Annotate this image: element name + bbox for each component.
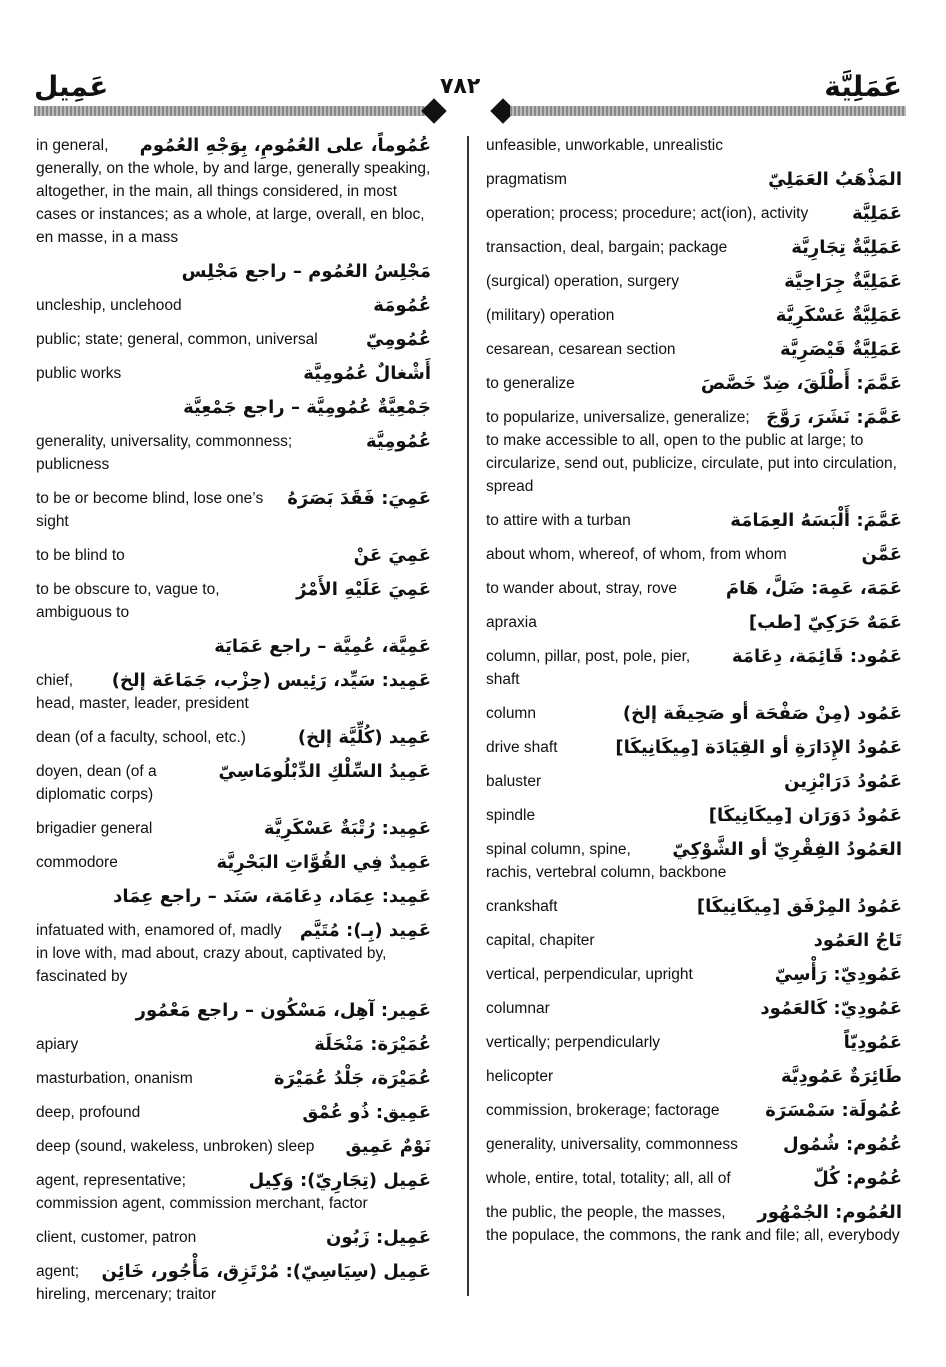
english-definition: unfeasible, unworkable, unrealistic (486, 137, 723, 154)
dictionary-entry (36, 1169, 431, 1215)
dictionary-entry (36, 669, 431, 715)
arabic-headword: عَمُودُ المِرْفَق [مِيكَانِيكَا] (696, 896, 902, 917)
dictionary-entry (36, 635, 431, 658)
dictionary-entry (486, 1201, 902, 1247)
english-definition: to attire with a turban (486, 512, 631, 529)
dictionary-entry (486, 645, 902, 691)
dictionary-entry (486, 338, 902, 361)
english-definition: helicopter (486, 1068, 554, 1085)
dictionary-entry (486, 1065, 902, 1088)
arabic-headword: طَائِرَةٌ عَمُودِيَّة (780, 1066, 902, 1087)
dictionary-entry (36, 1226, 431, 1249)
dictionary-entry (486, 611, 902, 634)
arabic-headword: عُمُومِيّ (365, 329, 431, 350)
arabic-headword: عُمُومَة (373, 295, 431, 316)
dictionary-entry (486, 702, 902, 725)
header-rule-right (510, 106, 906, 116)
dictionary-entry (486, 838, 902, 884)
english-definition: to popularize, universalize, generalize; to make accessible to all, open to the public at large; to circularize, send out, publicize, circulate, put into circulation, spread (486, 409, 897, 495)
english-definition: about whom, whereof, of whom, from whom (486, 546, 787, 563)
dictionary-entry (486, 509, 902, 532)
arabic-headword: عَمُود: قَائِمَة، دِعَامَة (731, 646, 902, 667)
dictionary-entry (486, 372, 902, 395)
english-definition: agent; hireling, mercenary; traitor (36, 1263, 217, 1303)
dictionary-entry (36, 999, 431, 1022)
dictionary-entry (486, 304, 902, 327)
dictionary-entry (486, 736, 902, 759)
arabic-headword: عَمَلِيَّةٌ جِرَاحِيَّة (784, 271, 902, 292)
dictionary-entry (486, 202, 902, 225)
header-rule-left (34, 106, 430, 116)
arabic-headword: عُمُومِيَّة (365, 431, 431, 452)
arabic-headword: عُمَيْرَة، جَلْدُ عُمَيْرَة (273, 1068, 431, 1089)
dictionary-entry (36, 760, 431, 806)
english-definition: uncleship, unclehood (36, 297, 182, 314)
dictionary-entry (36, 396, 431, 419)
dictionary-entry (486, 963, 902, 986)
arabic-headword: عَمُودِيّاً (843, 1032, 902, 1053)
arabic-headword: عَمِيد (بِـ): مُتَيَّم (299, 920, 431, 941)
arabic-headword: عَمِيق: ذُو عُمْق (302, 1102, 431, 1123)
english-definition: infatuated with, enamored of, madly in love with, mad about, crazy about, captivated by, fascinated by (36, 922, 387, 985)
english-definition: generality, universality, commonness; publicness (36, 433, 293, 473)
english-definition: to be or become blind, lose one’s sight (36, 490, 264, 530)
arabic-headword: عَمَلِيَّة (852, 203, 902, 224)
english-definition: public; state; general, common, universal (36, 331, 318, 348)
dictionary-entry (36, 1033, 431, 1056)
arabic-headword: عُمُوم: شُمُول (783, 1134, 902, 1155)
english-definition: to generalize (486, 375, 575, 392)
dictionary-entry (36, 1260, 431, 1306)
english-definition: commission, brokerage; factorage (486, 1102, 720, 1119)
arabic-headword: عَمَهٌ حَرَكِيّ [طب] (748, 612, 902, 633)
english-definition: column (486, 705, 536, 722)
arabic-headword: عَمُودُ دَرَابْزِين (784, 771, 902, 792)
english-definition: agent, representative; commission agent, commission merchant, factor (36, 1172, 368, 1212)
english-definition: commodore (36, 854, 118, 871)
arabic-headword: عَمِيَّة، عُمِيَّة – راجع عَمَايَة (214, 636, 431, 657)
arabic-headword: عَمِيد: رُتْبَةٌ عَسْكَرِيَّة (263, 818, 431, 839)
english-definition: capital, chapiter (486, 932, 595, 949)
english-definition: operation; process; procedure; act(ion), activity (486, 205, 809, 222)
arabic-headword: عَمِيل (سِيَاسِيّ): مُرْتَزِق، مَأْجُور، خَائِن (101, 1261, 431, 1282)
english-definition: baluster (486, 773, 542, 790)
arabic-headword: تَاجُ العَمُود (813, 930, 902, 951)
english-definition: pragmatism (486, 171, 567, 188)
dictionary-entry (36, 919, 431, 988)
dictionary-entry (486, 1031, 902, 1054)
arabic-headword: عُمَيْرَة: مَنْحَلَة (314, 1034, 431, 1055)
arabic-headword: عَمَّن (861, 544, 902, 565)
dictionary-entry (486, 270, 902, 293)
english-definition: public works (36, 365, 122, 382)
dictionary-entry (36, 328, 431, 351)
arabic-headword: عَمَّمَ: نَشَرَ، رَوَّجَ (766, 407, 902, 428)
english-definition: apiary (36, 1036, 79, 1053)
dictionary-entry (36, 578, 431, 624)
english-definition: deep, profound (36, 1104, 141, 1121)
right-column (486, 134, 902, 1258)
dictionary-entry (486, 543, 902, 566)
english-definition: column, pillar, post, pole, pier, shaft (486, 648, 691, 688)
english-definition: crankshaft (486, 898, 558, 915)
dictionary-entry (36, 544, 431, 567)
arabic-headword: جَمْعِيَّةٌ عُمُومِيَّة – راجع جَمْعِيَّة (183, 397, 431, 418)
english-definition: (surgical) operation, surgery (486, 273, 679, 290)
english-definition: drive shaft (486, 739, 558, 756)
arabic-headword: عَمَهَ، عَمِهَ: ضَلَّ، هَامَ (725, 578, 902, 599)
dictionary-entry (486, 770, 902, 793)
english-definition: transaction, deal, bargain; package (486, 239, 728, 256)
english-definition: to be obscure to, vague to, ambiguous to (36, 581, 220, 621)
arabic-headword: عَمِيَ عَنْ (353, 545, 431, 566)
arabic-headword: المَذْهَبُ العَمَلِيّ (768, 169, 902, 190)
arabic-headword: مَجْلِسُ العُمُوم – راجع مَجْلِس (181, 261, 431, 282)
left-column (36, 134, 431, 1317)
english-definition: spindle (486, 807, 536, 824)
english-definition: the public, the people, the masses, the populace, the commons, the rank and file; all, everybody (486, 1204, 900, 1244)
english-definition: in general, generally, on the whole, by and large, generally speaking, altogether, in the main, all things considered, in most cases or instances; as a whole, at large, overall, en bloc, en masse, in a mass (36, 137, 431, 246)
dictionary-entry (36, 294, 431, 317)
english-definition: cesarean, cesarean section (486, 341, 676, 358)
arabic-headword: عَمِيدُ السِّلْكِ الدِّبْلُومَاسِيّ (218, 761, 431, 782)
arabic-headword: عَمِيد: عِمَاد، دِعَامَة، سَنَد – راجع عِمَاد (113, 886, 431, 907)
arabic-headword: عَمِيَ: فَقَدَ بَصَرَهُ (287, 488, 431, 509)
dictionary-entry (36, 1101, 431, 1124)
arabic-headword: عُمُوم: كُلّ (813, 1168, 902, 1189)
dictionary-entry (486, 168, 902, 191)
dictionary-entry (486, 1099, 902, 1122)
arabic-headword: عَمِيل (تِجَارِيّ): وَكِيل (248, 1170, 431, 1191)
dictionary-entry (36, 1067, 431, 1090)
english-definition: whole, entire, total, totality; all, all of (486, 1170, 731, 1187)
arabic-headword: عَمِيل: زَبُون (325, 1227, 431, 1248)
dictionary-entry (36, 134, 431, 249)
arabic-headword: عَمِيد (كُلِّيَّة إلخ) (297, 727, 431, 748)
arabic-headword: عُمُولَة: سَمْسَرَة (765, 1100, 902, 1121)
diamond-ornament-left (421, 98, 446, 123)
dictionary-entry (36, 885, 431, 908)
english-definition: doyen, dean (of a diplomatic corps) (36, 763, 157, 803)
dictionary-entry (486, 929, 902, 952)
arabic-headword: عَمُود (مِنْ صَفْحَة أو صَحِيفَة إلخ) (622, 703, 902, 724)
dictionary-entry (486, 804, 902, 827)
arabic-headword: عَمِيد: سَيِّد، رَئِيس (حِزْب، جَمَاعَة إلخ) (111, 670, 431, 691)
english-definition: chief, head, master, leader, president (36, 672, 249, 712)
arabic-headword: عَمُودُ الإِدَارَةِ أو القِيَادَة [مِيكَانِيكَا] (615, 737, 902, 758)
english-definition: generality, universality, commonness (486, 1136, 738, 1153)
dictionary-entry (36, 726, 431, 749)
dictionary-entry (36, 487, 431, 533)
english-definition: vertically; perpendicularly (486, 1034, 661, 1051)
english-definition: brigadier general (36, 820, 153, 837)
arabic-headword: نَوْمٌ عَمِيق (345, 1136, 431, 1157)
arabic-headword: عَمِيدٌ فِي القُوَّاتِ البَحْرِيَّة (216, 852, 431, 873)
dictionary-entry (36, 362, 431, 385)
arabic-headword: عَمَلِيَّةٌ تِجَارِيَّة (791, 237, 902, 258)
english-definition: spinal column, spine, rachis, vertebral column, backbone (486, 841, 727, 881)
dictionary-entry (486, 236, 902, 259)
guide-word-left: عَمِيل (34, 70, 109, 103)
english-definition: apraxia (486, 614, 537, 631)
dictionary-entry (486, 1167, 902, 1190)
dictionary-entry (36, 260, 431, 283)
dictionary-entry (36, 430, 431, 476)
arabic-headword: عَمُودِيّ: رَأْسِيّ (774, 964, 902, 985)
english-definition: client, customer, patron (36, 1229, 197, 1246)
arabic-headword: عَمِير: آهِل، مَسْكُون – راجع مَعْمُور (135, 1000, 431, 1021)
dictionary-entry (486, 406, 902, 498)
arabic-headword: عَمَّمَ: أَطْلَقَ، ضِدّ خَصَّصَ (700, 373, 902, 394)
dictionary-entry (486, 895, 902, 918)
dictionary-entry (486, 1133, 902, 1156)
arabic-headword: العُمُوم: الجُمْهُور (757, 1202, 902, 1223)
arabic-headword: عَمَّمَ: أَلْبَسَهُ العِمَامَة (730, 510, 902, 531)
page-header (0, 66, 946, 126)
arabic-headword: عَمُودِيّ: كَالعَمُود (760, 998, 902, 1019)
page-number: ٧٨٢ (440, 74, 481, 99)
column-divider (467, 136, 469, 1296)
dictionary-entry (36, 817, 431, 840)
dictionary-entry (36, 1135, 431, 1158)
english-definition: to wander about, stray, rove (486, 580, 677, 597)
arabic-headword: عَمُودُ دَوَرَان [مِيكَانِيكَا] (708, 805, 902, 826)
english-definition: masturbation, onanism (36, 1070, 193, 1087)
arabic-headword: أَشْغالٌ عُمُومِيَّة (303, 363, 431, 384)
arabic-headword: عَمَلِيَّةٌ عَسْكَرِيَّة (775, 305, 902, 326)
dictionary-entry (486, 577, 902, 600)
english-definition: columnar (486, 1000, 550, 1017)
english-definition: (military) operation (486, 307, 615, 324)
arabic-headword: عَمِيَ عَلَيْهِ الأَمْرُ (296, 579, 431, 600)
arabic-headword: عَمَلِيَّةٌ قَيْصَرِيَّة (780, 339, 902, 360)
english-definition: vertical, perpendicular, upright (486, 966, 693, 983)
english-definition: dean (of a faculty, school, etc.) (36, 729, 246, 746)
guide-word-right: عَمَلِيَّة (824, 70, 902, 103)
english-definition: to be blind to (36, 547, 125, 564)
arabic-headword: العَمُودُ الفِقْرِيّ أو الشَّوْكِيّ (672, 839, 902, 860)
dictionary-entry (486, 134, 902, 157)
dictionary-entry (486, 997, 902, 1020)
dictionary-entry (36, 851, 431, 874)
arabic-headword: عُمُوماً، على العُمُومِ، بِوَجْهِ العُمُوم (139, 135, 431, 156)
english-definition: deep (sound, wakeless, unbroken) sleep (36, 1138, 315, 1155)
